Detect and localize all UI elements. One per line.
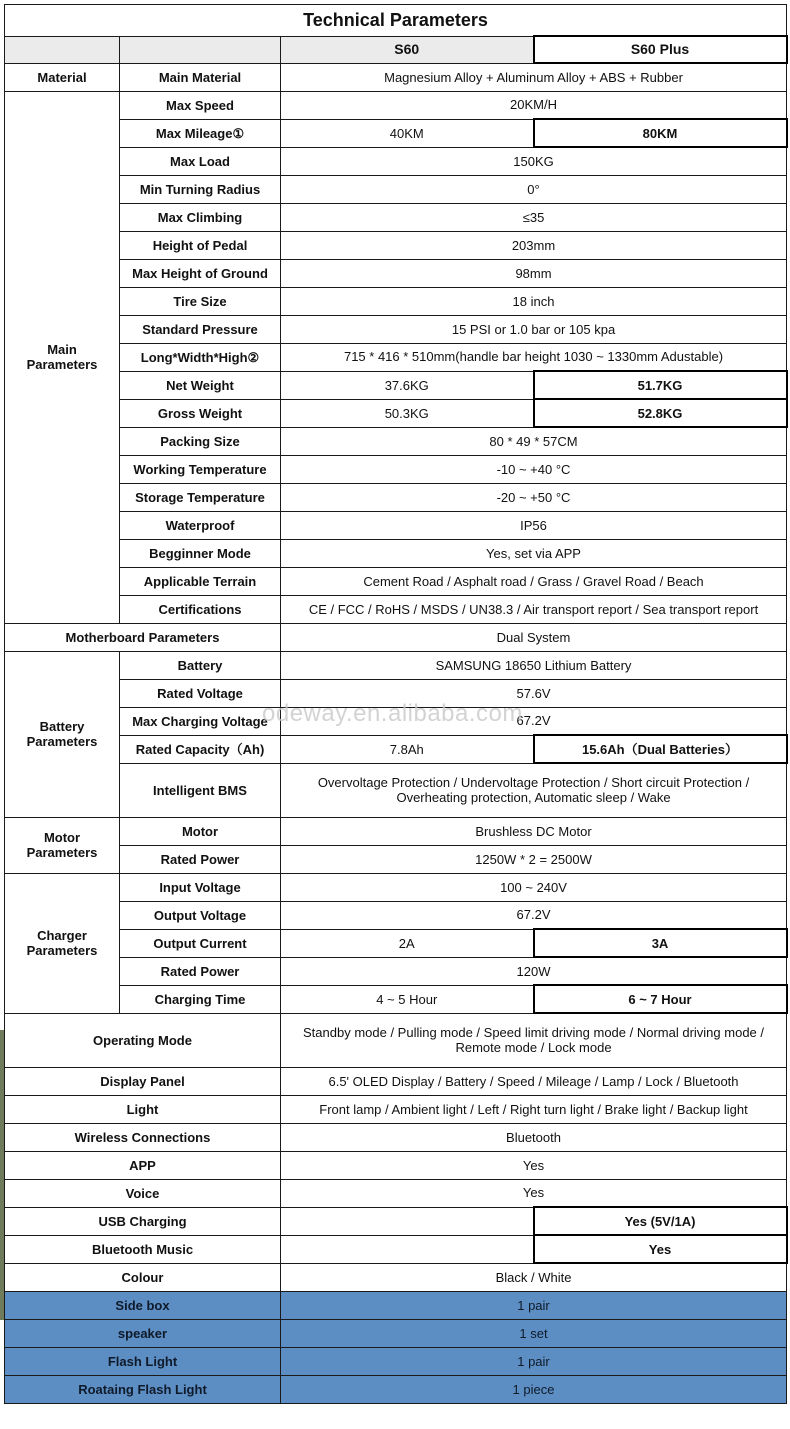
table-row [5, 455, 787, 483]
table-row [5, 1095, 787, 1123]
param-dimensions: Long*Width*High② [120, 343, 281, 371]
table-row [5, 957, 787, 985]
value-main-material: Magnesium Alloy + Aluminum Alloy + ABS + Rubber [281, 63, 787, 91]
param-max-load: Max Load [120, 147, 281, 175]
value-working-temperature: -10 ~ +40 °C [281, 455, 787, 483]
table-row [5, 315, 787, 343]
param-max-climbing: Max Climbing [120, 203, 281, 231]
param-wireless: Wireless Connections [5, 1123, 281, 1151]
param-charger-rated-power: Rated Power [120, 957, 281, 985]
value-ground-height: 98mm [281, 259, 787, 287]
table-row [5, 679, 787, 707]
table-row [5, 175, 787, 203]
value-max-charging-voltage: 67.2V [281, 707, 787, 735]
param-battery: Battery [120, 651, 281, 679]
param-rated-voltage: Rated Voltage [120, 679, 281, 707]
technical-parameters-table [4, 4, 788, 1404]
param-voice: Voice [5, 1179, 281, 1207]
param-colour: Colour [5, 1263, 281, 1291]
category-charger-parameters: Charger Parameters [5, 873, 120, 1013]
value-motor-rated-power: 1250W * 2 = 2500W [281, 845, 787, 873]
param-standard-pressure: Standard Pressure [120, 315, 281, 343]
value-pedal-height: 203mm [281, 231, 787, 259]
table-row [5, 735, 787, 763]
table-row [5, 119, 787, 147]
value-side-box: 1 pair [281, 1291, 787, 1319]
value-voice: Yes [281, 1179, 787, 1207]
table-row [5, 1067, 787, 1095]
table-row [5, 595, 787, 623]
value-charging-time-plus: 6 ~ 7 Hour [534, 985, 787, 1013]
value-beginner-mode: Yes, set via APP [281, 539, 787, 567]
value-wireless: Bluetooth [281, 1123, 787, 1151]
value-turning-radius: 0° [281, 175, 787, 203]
value-speaker: 1 set [281, 1319, 787, 1347]
param-light: Light [5, 1095, 281, 1123]
table-row [5, 1013, 787, 1067]
param-app: APP [5, 1151, 281, 1179]
value-input-voltage: 100 ~ 240V [281, 873, 787, 901]
value-battery: SAMSUNG 18650 Lithium Battery [281, 651, 787, 679]
param-operating-mode: Operating Mode [5, 1013, 281, 1067]
title-row [5, 5, 787, 37]
table-row [5, 763, 787, 817]
value-max-mileage-plus: 80KM [534, 119, 787, 147]
param-rated-capacity: Rated Capacity（Ah) [120, 735, 281, 763]
table-row [5, 623, 787, 651]
value-rotating-flash-light: 1 piece [281, 1375, 787, 1403]
param-max-speed: Max Speed [120, 91, 281, 119]
table-row [5, 1151, 787, 1179]
table-row [5, 1375, 787, 1403]
value-intelligent-bms: Overvoltage Protection / Undervoltage Protection / Short circuit Protection / Overheating protection, Automatic sleep / Wake [281, 763, 787, 817]
param-ground-height: Max Height of Ground [120, 259, 281, 287]
param-motor: Motor [120, 817, 281, 845]
value-light: Front lamp / Ambient light / Left / Right turn light / Brake light / Backup light [281, 1095, 787, 1123]
param-pedal-height: Height of Pedal [120, 231, 281, 259]
param-output-current: Output Current [120, 929, 281, 957]
param-charging-time: Charging Time [120, 985, 281, 1013]
table-row [5, 901, 787, 929]
param-motherboard: Motherboard Parameters [5, 623, 281, 651]
param-certifications: Certifications [120, 595, 281, 623]
model-header-row [5, 36, 787, 63]
table-row [5, 1347, 787, 1375]
value-packing-size: 80 * 49 * 57CM [281, 427, 787, 455]
param-usb-charging: USB Charging [5, 1207, 281, 1235]
table-row [5, 63, 787, 91]
value-max-load: 150KG [281, 147, 787, 175]
value-net-weight-s60: 37.6KG [281, 371, 534, 399]
value-bluetooth-music-plus: Yes [534, 1235, 787, 1263]
table-row [5, 707, 787, 735]
table-row [5, 203, 787, 231]
model-s60-header: S60 [281, 36, 534, 63]
table-row [5, 929, 787, 957]
value-standard-pressure: 15 PSI or 1.0 bar or 105 kpa [281, 315, 787, 343]
table-row [5, 1263, 787, 1291]
value-output-current-s60: 2A [281, 929, 534, 957]
table-row [5, 1123, 787, 1151]
header-blank-cell [5, 36, 120, 63]
param-bluetooth-music: Bluetooth Music [5, 1235, 281, 1263]
value-usb-charging-s60 [281, 1207, 534, 1235]
param-max-charging-voltage: Max Charging Voltage [120, 707, 281, 735]
table-row [5, 231, 787, 259]
table-row [5, 371, 787, 399]
category-motor-parameters: Motor Parameters [5, 817, 120, 873]
value-net-weight-plus: 51.7KG [534, 371, 787, 399]
param-net-weight: Net Weight [120, 371, 281, 399]
table-row [5, 845, 787, 873]
value-max-speed: 20KM/H [281, 91, 787, 119]
value-flash-light: 1 pair [281, 1347, 787, 1375]
value-gross-weight-plus: 52.8KG [534, 399, 787, 427]
header-blank-cell [120, 36, 281, 63]
table-row [5, 1207, 787, 1235]
value-rated-capacity-plus: 15.6Ah（Dual Batteries） [534, 735, 787, 763]
param-display-panel: Display Panel [5, 1067, 281, 1095]
value-certifications: CE / FCC / RoHS / MSDS / UN38.3 / Air transport report / Sea transport report [281, 595, 787, 623]
table-row [5, 985, 787, 1013]
table-row [5, 1179, 787, 1207]
table-row [5, 147, 787, 175]
param-motor-rated-power: Rated Power [120, 845, 281, 873]
value-rated-capacity-s60: 7.8Ah [281, 735, 534, 763]
param-storage-temperature: Storage Temperature [120, 483, 281, 511]
table-row [5, 1235, 787, 1263]
param-main-material: Main Material [120, 63, 281, 91]
table-row [5, 567, 787, 595]
param-packing-size: Packing Size [120, 427, 281, 455]
watermark-text: odeway.en.alibaba.com [262, 700, 523, 727]
param-output-voltage: Output Voltage [120, 901, 281, 929]
param-rotating-flash-light: Roataing Flash Light [5, 1375, 281, 1403]
table-row [5, 399, 787, 427]
category-battery-parameters: Battery Parameters [5, 651, 120, 817]
table-row [5, 817, 787, 845]
param-max-mileage: Max Mileage① [120, 119, 281, 147]
value-rated-voltage: 57.6V [281, 679, 787, 707]
value-motor: Brushless DC Motor [281, 817, 787, 845]
param-flash-light: Flash Light [5, 1347, 281, 1375]
table-row [5, 259, 787, 287]
table-title: Technical Parameters [5, 5, 787, 37]
category-main-parameters: Main Parameters [5, 91, 120, 623]
table-row [5, 873, 787, 901]
value-output-voltage: 67.2V [281, 901, 787, 929]
table-row [5, 1319, 787, 1347]
value-bluetooth-music-s60 [281, 1235, 534, 1263]
param-turning-radius: Min Turning Radius [120, 175, 281, 203]
value-max-climbing: ≤35 [281, 203, 787, 231]
value-motherboard: Dual System [281, 623, 787, 651]
value-dimensions: 715 * 416 * 510mm(handle bar height 1030 ~ 1330mm Adustable) [281, 343, 787, 371]
table-row [5, 651, 787, 679]
value-waterproof: IP56 [281, 511, 787, 539]
param-applicable-terrain: Applicable Terrain [120, 567, 281, 595]
value-applicable-terrain: Cement Road / Asphalt road / Grass / Gravel Road / Beach [281, 567, 787, 595]
value-output-current-plus: 3A [534, 929, 787, 957]
model-s60-plus-header: S60 Plus [534, 36, 787, 63]
param-side-box: Side box [5, 1291, 281, 1319]
table-row [5, 287, 787, 315]
value-charging-time-s60: 4 ~ 5 Hour [281, 985, 534, 1013]
table-row [5, 483, 787, 511]
table-row [5, 1291, 787, 1319]
value-gross-weight-s60: 50.3KG [281, 399, 534, 427]
param-speaker: speaker [5, 1319, 281, 1347]
value-usb-charging-plus: Yes (5V/1A) [534, 1207, 787, 1235]
param-waterproof: Waterproof [120, 511, 281, 539]
table-row [5, 539, 787, 567]
category-material: Material [5, 63, 120, 91]
value-charger-rated-power: 120W [281, 957, 787, 985]
value-max-mileage-s60: 40KM [281, 119, 534, 147]
param-beginner-mode: Begginner Mode [120, 539, 281, 567]
param-input-voltage: Input Voltage [120, 873, 281, 901]
param-working-temperature: Working Temperature [120, 455, 281, 483]
value-app: Yes [281, 1151, 787, 1179]
param-tire-size: Tire Size [120, 287, 281, 315]
value-operating-mode: Standby mode / Pulling mode / Speed limit driving mode / Normal driving mode / Remote mode / Lock mode [281, 1013, 787, 1067]
table-row [5, 427, 787, 455]
value-colour: Black / White [281, 1263, 787, 1291]
param-gross-weight: Gross Weight [120, 399, 281, 427]
table-row [5, 91, 787, 119]
value-tire-size: 18 inch [281, 287, 787, 315]
value-display-panel: 6.5' OLED Display / Battery / Speed / Mileage / Lamp / Lock / Bluetooth [281, 1067, 787, 1095]
param-intelligent-bms: Intelligent BMS [120, 763, 281, 817]
value-storage-temperature: -20 ~ +50 °C [281, 483, 787, 511]
table-row [5, 511, 787, 539]
table-row [5, 343, 787, 371]
